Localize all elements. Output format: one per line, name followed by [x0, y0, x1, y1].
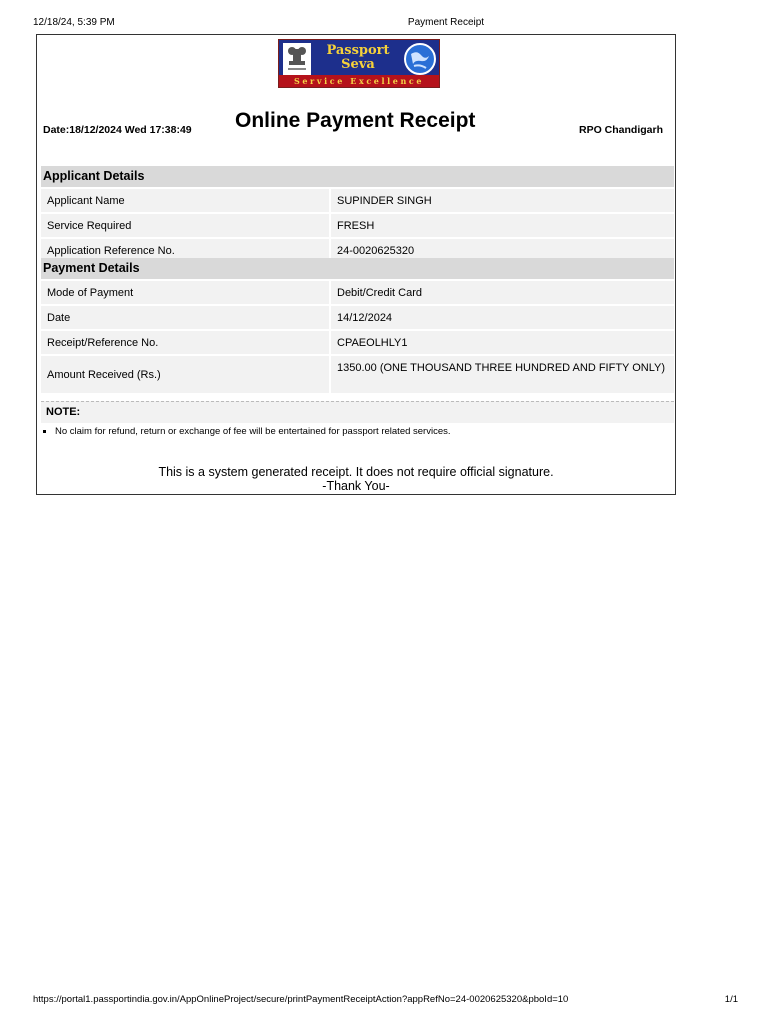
- note-text: No claim for refund, return or exchange of fee will be entertained for passport related services.: [55, 426, 451, 437]
- row-label: Applicant Name: [47, 194, 125, 207]
- row-label: Application Reference No.: [47, 244, 175, 257]
- row-value: SUPINDER SINGH: [329, 189, 674, 212]
- row-label: Date: [47, 311, 71, 324]
- row-value: FRESH: [329, 214, 674, 237]
- logo-line-1: Passport: [326, 43, 390, 58]
- section-heading: Applicant Details: [41, 166, 674, 187]
- print-page-title: Payment Receipt: [407, 17, 485, 28]
- logo-line-2: Seva: [341, 57, 375, 72]
- receipt-container: [36, 34, 676, 495]
- logo-tagline: Service Excellence: [279, 75, 439, 87]
- table-row: [41, 212, 674, 237]
- payment-details-section: [41, 258, 674, 393]
- row-label: Amount Received (Rs.): [47, 368, 161, 381]
- page-title: Online Payment Receipt: [235, 109, 476, 132]
- note-item: [43, 426, 451, 437]
- row-label: Service Required: [47, 219, 132, 232]
- table-row: [41, 187, 674, 212]
- row-label: Receipt/Reference No.: [47, 336, 159, 349]
- table-row: [41, 329, 674, 354]
- table-row: [41, 279, 674, 304]
- national-emblem-icon: [283, 43, 311, 75]
- passport-seva-logo: [278, 39, 440, 88]
- print-url: https://portal1.passportindia.gov.in/AppOnlineProject/secure/printPaymentReceiptAction?appRefNo=24-0020625320&pboId=10: [33, 994, 569, 1005]
- note-heading: NOTE:: [41, 401, 674, 423]
- row-label: Mode of Payment: [47, 286, 134, 299]
- thank-you-text: -Thank You-: [322, 479, 390, 493]
- globe-icon: [403, 42, 437, 76]
- section-heading: Payment Details: [41, 258, 674, 279]
- bullet-icon: [43, 430, 46, 433]
- page-number: 1/1: [724, 994, 738, 1005]
- row-value: 14/12/2024: [329, 306, 674, 329]
- row-value: 24-0020625320: [329, 239, 674, 262]
- logo-brand: [315, 44, 401, 72]
- system-generated-notice: This is a system generated receipt. It does not require official signature.: [158, 465, 554, 479]
- regional-office: RPO Chandigarh: [578, 124, 663, 136]
- receipt-footer: [37, 465, 675, 493]
- table-row: [41, 354, 674, 393]
- row-value: Debit/Credit Card: [329, 281, 674, 304]
- table-row: [41, 304, 674, 329]
- row-value: 1350.00 (ONE THOUSAND THREE HUNDRED AND FIFTY ONLY): [329, 356, 674, 393]
- print-header: [0, 17, 768, 31]
- print-datetime: 12/18/24, 5:39 PM: [33, 17, 115, 28]
- row-value: CPAEOLHLY1: [329, 331, 674, 354]
- applicant-details-section: [41, 166, 674, 262]
- receipt-date-stamp: Date:18/12/2024 Wed 17:38:49: [43, 124, 192, 136]
